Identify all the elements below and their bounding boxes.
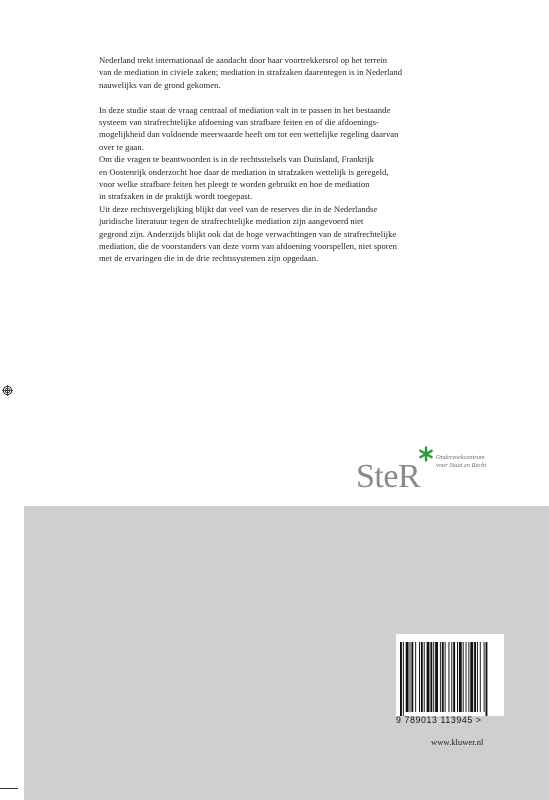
barcode-bar	[468, 642, 469, 712]
barcode-bar	[457, 642, 458, 712]
blurb-line: in strafzaken in de praktijk wordt toegepast.	[99, 191, 253, 202]
registration-mark-icon	[2, 385, 13, 396]
barcode-bars	[396, 634, 504, 716]
blurb-line: over te gaan.	[99, 141, 144, 152]
barcode-bar	[466, 642, 467, 712]
barcode-bar	[433, 642, 434, 712]
blurb-paragraph-1	[99, 54, 489, 91]
barcode-bar	[486, 642, 488, 716]
barcode-bar	[424, 642, 425, 712]
barcode-bar	[410, 642, 411, 712]
barcode-bar	[419, 642, 420, 712]
barcode-bar	[442, 642, 444, 712]
barcode-bar	[430, 642, 432, 712]
barcode-bar	[400, 642, 402, 716]
blurb-line: Om die vragen te beantwoorden is in de rechtsstelsels van Duitsland, Frankrijk	[99, 154, 375, 165]
publisher-website: www.kluwer.nl	[431, 737, 484, 747]
barcode-bar	[484, 642, 485, 712]
barcode-bar	[435, 642, 438, 712]
ster-subtitle-line: voor Staat en Recht	[436, 462, 487, 469]
barcode-number: 9 789013 113945 >	[396, 715, 482, 725]
barcode-bar	[463, 642, 464, 712]
ster-wordmark: SteR	[356, 458, 421, 495]
crop-mark	[0, 788, 18, 789]
barcode-bar	[470, 642, 473, 712]
blurb-paragraph-2	[99, 104, 489, 154]
blurb-paragraph-4	[99, 203, 489, 265]
blurb-line: met de ervaringen die in de drie rechtssystemen zijn opgedaan.	[99, 253, 319, 264]
ster-subtitle-line: Onderzoekcentrum	[436, 454, 485, 461]
barcode-bar	[445, 642, 446, 712]
barcode-bar	[459, 642, 462, 712]
blurb-line: en Oostenrijk onderzocht hoe daar de mediation in strafzaken wettelijk is geregeld,	[99, 166, 389, 177]
blurb-line: Uit deze rechtsvergelijking blijkt dat veel van de reserves die in de Nederlandse	[99, 203, 378, 214]
barcode-bar	[477, 642, 478, 712]
barcode-bar	[415, 642, 416, 712]
blurb-line: mogelijkheid dan voldoende meerwaarde heeft om tot een wettelijke regeling daarvan	[99, 129, 399, 140]
isbn-barcode	[396, 634, 504, 728]
blurb-line: systeem van strafrechtelijke afdoening van strafbare feiten en of die afdoenings-	[99, 117, 379, 128]
barcode-bar	[451, 642, 452, 712]
back-cover-blurb	[99, 54, 489, 265]
barcode-bar	[427, 642, 430, 712]
asterisk-star-icon	[418, 446, 434, 462]
ster-logo	[356, 446, 506, 498]
barcode-bar	[411, 642, 413, 712]
blurb-line: In deze studie staat de vraag centraal of mediation valt in te passen in het bestaande	[99, 104, 391, 115]
blurb-paragraph-3	[99, 153, 489, 203]
blurb-line: mediation, die de voorstanders van deze vorm van afdoening voorspellen, niet sporen	[99, 241, 397, 252]
blurb-line: juridische literatuur tegen de strafrechtelijke mediation zijn aangevoerd niet	[99, 216, 364, 227]
blurb-line: Nederland trekt internationaal de aandacht door haar voortrekkersrol op het terrein	[99, 55, 388, 65]
barcode-bar	[474, 642, 476, 712]
blurb-line: voor welke strafbare feiten het pleegt te worden gebruikt en hoe de mediation	[99, 179, 370, 190]
barcode-bar	[403, 642, 404, 716]
blurb-line: van de mediation in civiele zaken; mediation in strafzaken daarentegen is in Nederland	[99, 67, 403, 78]
blurb-line: nauwelijks van de grond gekomen.	[99, 79, 221, 90]
barcode-bar	[480, 642, 481, 712]
barcode-bar	[406, 642, 409, 712]
barcode-bar	[448, 642, 449, 712]
barcode-bar	[453, 642, 455, 712]
blurb-line: gegrond zijn. Anderzijds blijkt ook dat de hoge verwachtingen van de strafrechtelijke	[99, 228, 397, 239]
barcode-bar	[421, 642, 423, 712]
barcode-bar	[440, 642, 441, 712]
ster-subtitle	[436, 454, 486, 470]
